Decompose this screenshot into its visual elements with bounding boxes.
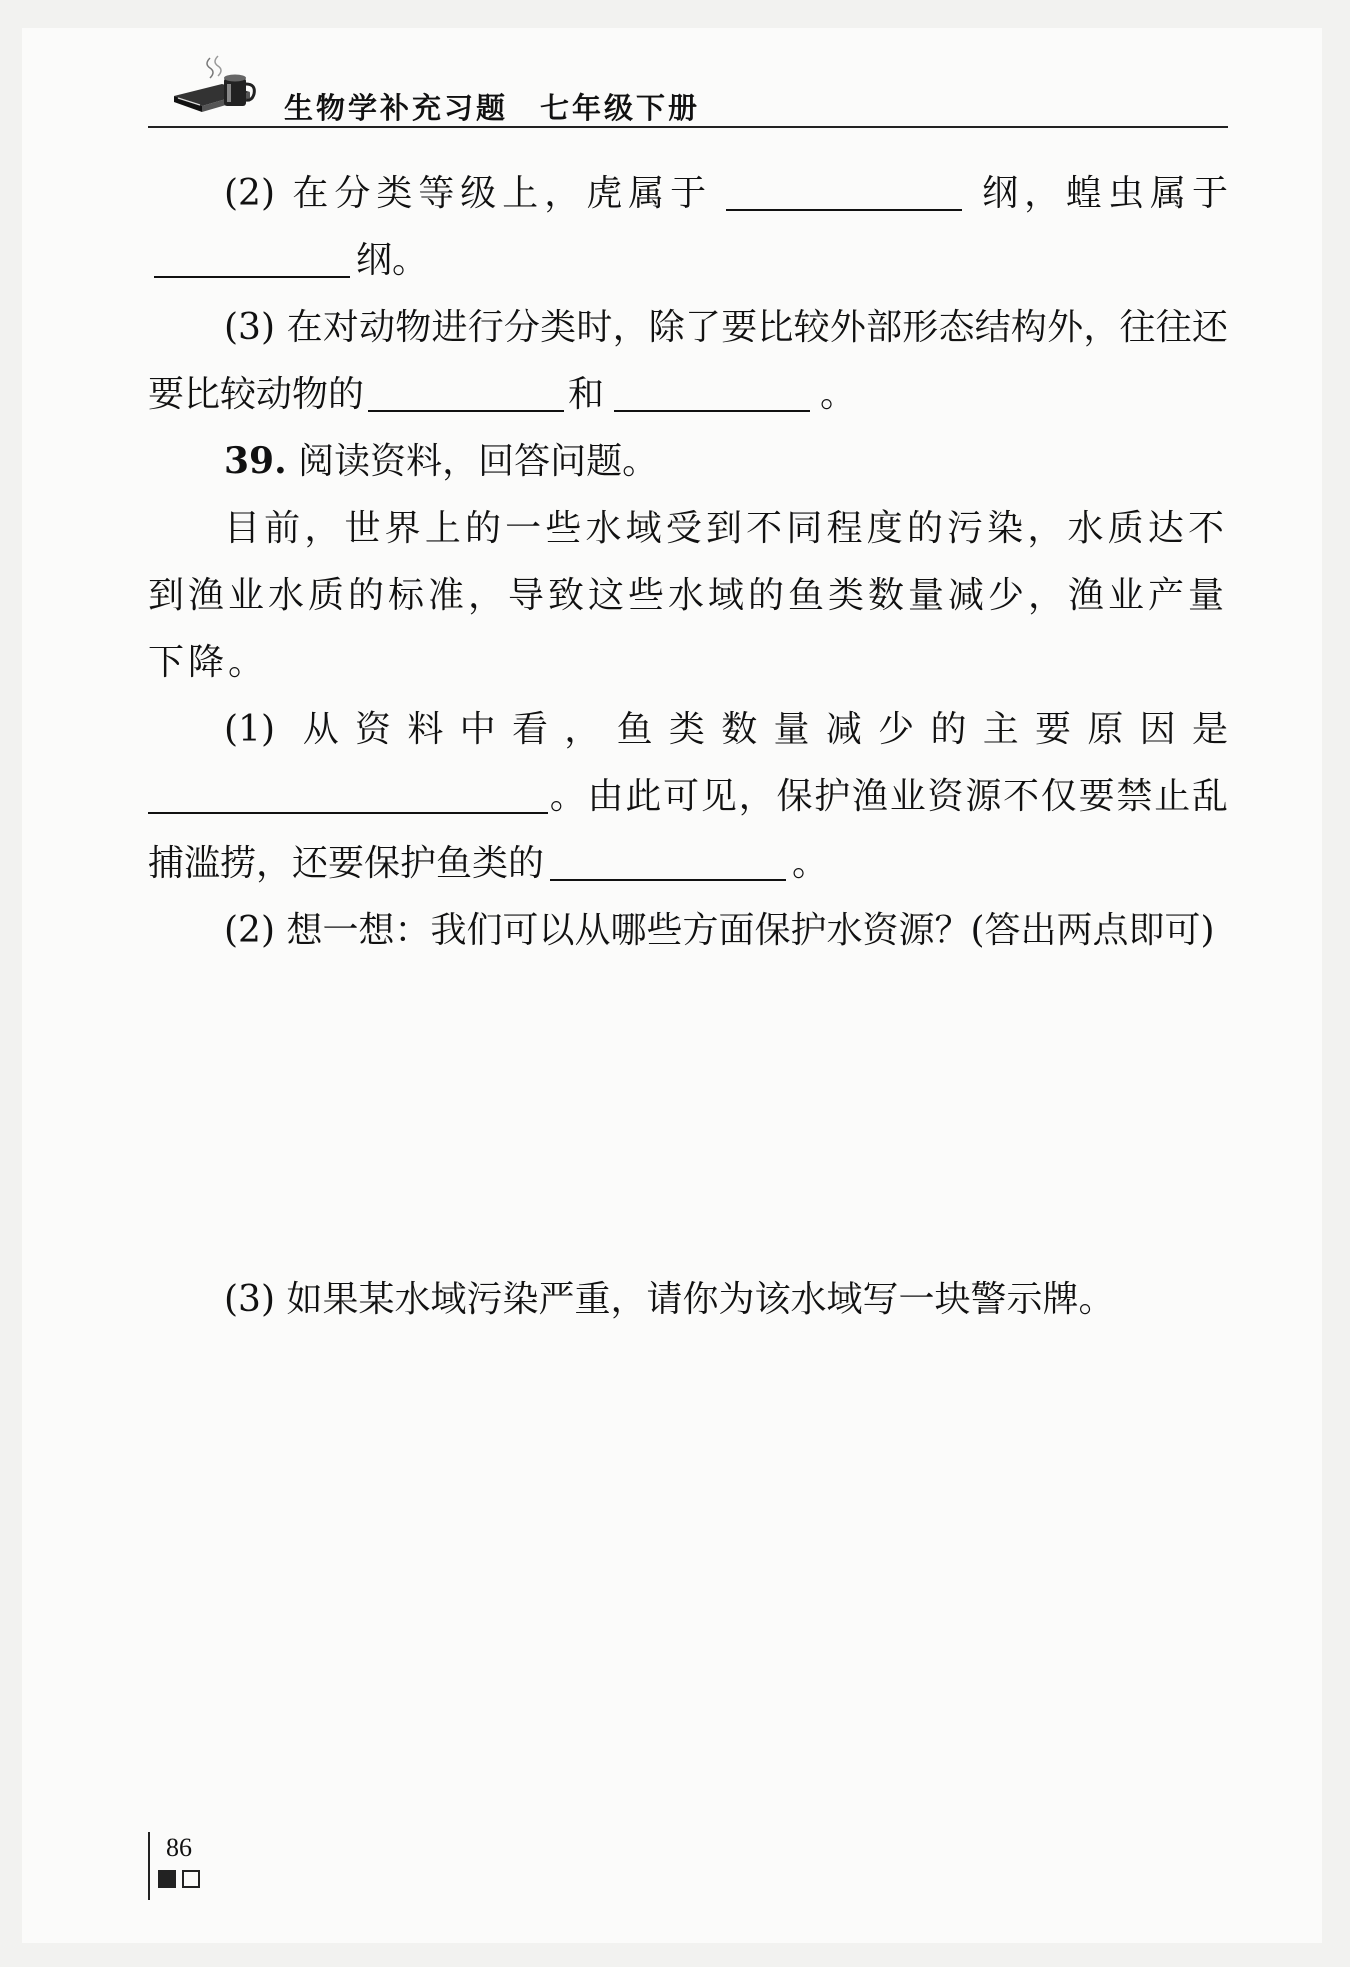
answer-blank-main-reason[interactable] bbox=[148, 776, 548, 814]
question-39-heading bbox=[148, 428, 1228, 495]
q38-3-text-a: (3) 在对动物进行分类时，除了要比较外部形态结构外，往往还要比较动物的 bbox=[148, 307, 1228, 415]
book-title: 生物学补充习题 七年级下册 bbox=[284, 91, 701, 125]
answer-blank-compare-1[interactable] bbox=[368, 374, 564, 412]
answer-blank-compare-2[interactable] bbox=[614, 374, 810, 412]
page-number: 86 bbox=[166, 1833, 192, 1862]
q39-1-text-c: 。 bbox=[792, 843, 829, 884]
q38-2-text-b: 纲，蝗虫属于 bbox=[976, 173, 1228, 214]
book-and-cup-icon bbox=[170, 54, 262, 120]
page-content bbox=[148, 160, 1228, 1333]
question-39-part-3: (3) 如果某水域污染严重，请你为该水域写一块警示牌。 bbox=[224, 1279, 1115, 1320]
q38-2-text-c: 纲。 bbox=[356, 240, 429, 281]
question-38-part-3 bbox=[148, 294, 1228, 428]
answer-blank-locust-class[interactable] bbox=[154, 240, 350, 278]
q38-3-text-b: 和 bbox=[568, 374, 605, 415]
empty-square-icon bbox=[182, 1870, 200, 1888]
q38-3-text-c: 。 bbox=[820, 374, 857, 415]
question-39-part-1 bbox=[148, 696, 1228, 897]
reading-material: 目前，世界上的一些水域受到不同程度的污染，水质达不到渔业水质的标准，导致这些水域的鱼类数量减少，渔业产量下降。 bbox=[148, 508, 1229, 683]
filled-square-icon bbox=[158, 1870, 176, 1888]
question-39-title: 阅读资料，回答问题。 bbox=[298, 441, 659, 482]
q38-2-text-a: (2) 在分类等级上，虎属于 bbox=[224, 173, 713, 214]
question-39-part-2: (2) 想一想：我们可以从哪些方面保护水资源？(答出两点即可) bbox=[224, 910, 1215, 951]
q39-1-text-b: 。由此可见，保护渔业资源不仅要禁止乱捕滥捞，还要保护鱼类的 bbox=[148, 776, 1228, 884]
answer-blank-protect-fish[interactable] bbox=[550, 843, 786, 881]
footer-divider bbox=[148, 1832, 150, 1900]
question-38-part-2 bbox=[148, 160, 1228, 294]
page-header bbox=[148, 46, 1228, 128]
q39-1-text-a: (1) 从资料中看，鱼类数量减少的主要原因是 bbox=[224, 709, 1228, 750]
question-number: 39. bbox=[224, 440, 287, 482]
answer-space-part-2[interactable] bbox=[148, 964, 1228, 1266]
answer-blank-tiger-class[interactable] bbox=[726, 173, 962, 211]
